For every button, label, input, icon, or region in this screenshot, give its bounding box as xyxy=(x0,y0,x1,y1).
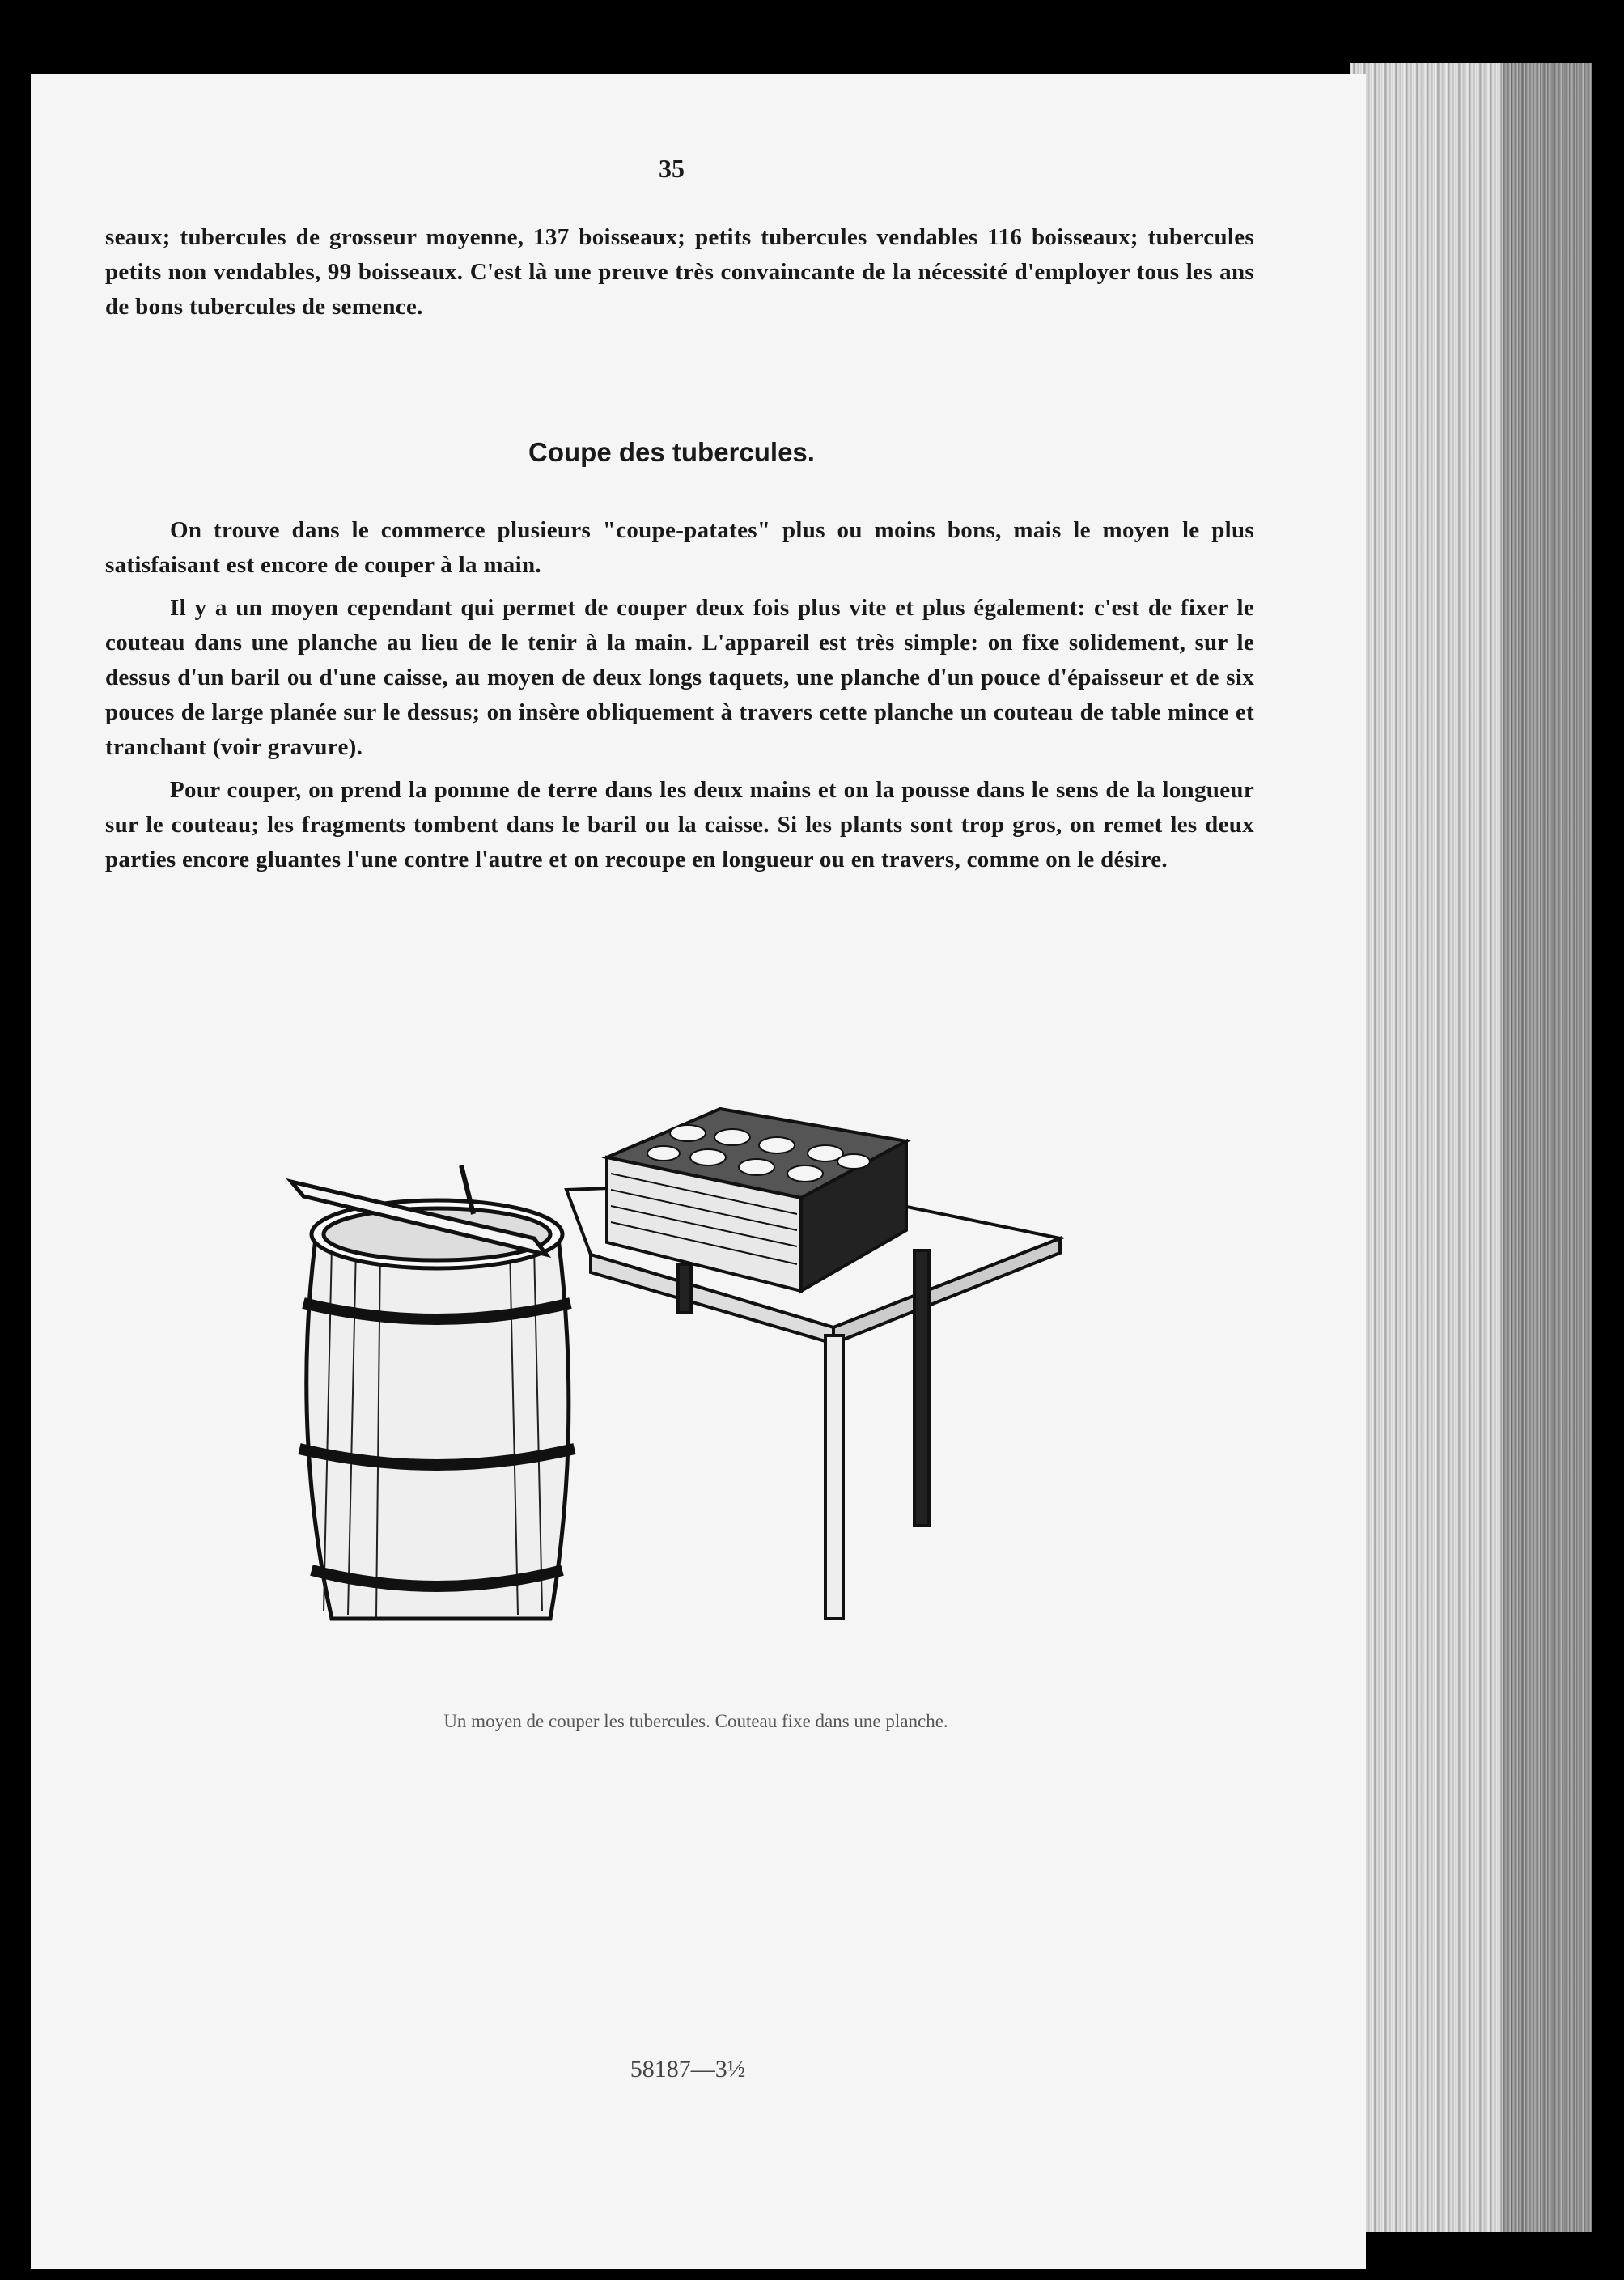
barrel-and-table-illustration xyxy=(267,1093,1125,1675)
plate-code: 58187—3½ xyxy=(630,2056,746,2083)
section-title: Coupe des tubercules. xyxy=(528,437,815,467)
body-text xyxy=(105,513,1254,885)
paragraph-1: On trouve dans le commerce plusieurs "coupe-patates" plus ou moins bons, mais le moyen le plus satisfaisant est encore de couper à la main. xyxy=(105,517,1254,578)
book-page-edges xyxy=(1350,63,1592,2232)
paragraph-3: Pour couper, on prend la pomme de terre dans les deux mains et on la pousse dans le sens de la longueur sur le couteau; les fragments tombent dans le baril ou la caisse. Si les plants sont trop gros, on remet les deux parties encore gluantes l'une contre l'autre et on recoupe en longueur ou en travers, comme on le désire. xyxy=(105,777,1254,873)
figure-caption: Un moyen de couper les tubercules. Couteau fixe dans une planche. xyxy=(443,1711,948,1731)
intro-paragraph: seaux; tubercules de grosseur moyenne, 137 boisseaux; petits tubercules vendables 116 boisseaux; tubercules petits non vendables, 99 boisseaux. C'est là une preuve très convaincante de la nécessité d'employer tous les ans de bons tubercules de semence. xyxy=(105,224,1254,320)
paragraph-2: Il y a un moyen cependant qui permet de couper deux fois plus vite et plus également: c'est de fixer le couteau dans une planche au lieu de le tenir à la main. L'appareil est très simple: on fixe solidement, sur le dessus d'un baril ou d'une caisse, au moyen de deux longs taquets, une planche d'un pouce d'épaisseur et de six pouces de large planée sur le dessus; on insère obliquement à travers cette planche un couteau de table mince et tranchant (voir gravure). xyxy=(105,595,1254,760)
barrel-drawing xyxy=(291,1165,575,1619)
page-number: 35 xyxy=(659,154,685,183)
